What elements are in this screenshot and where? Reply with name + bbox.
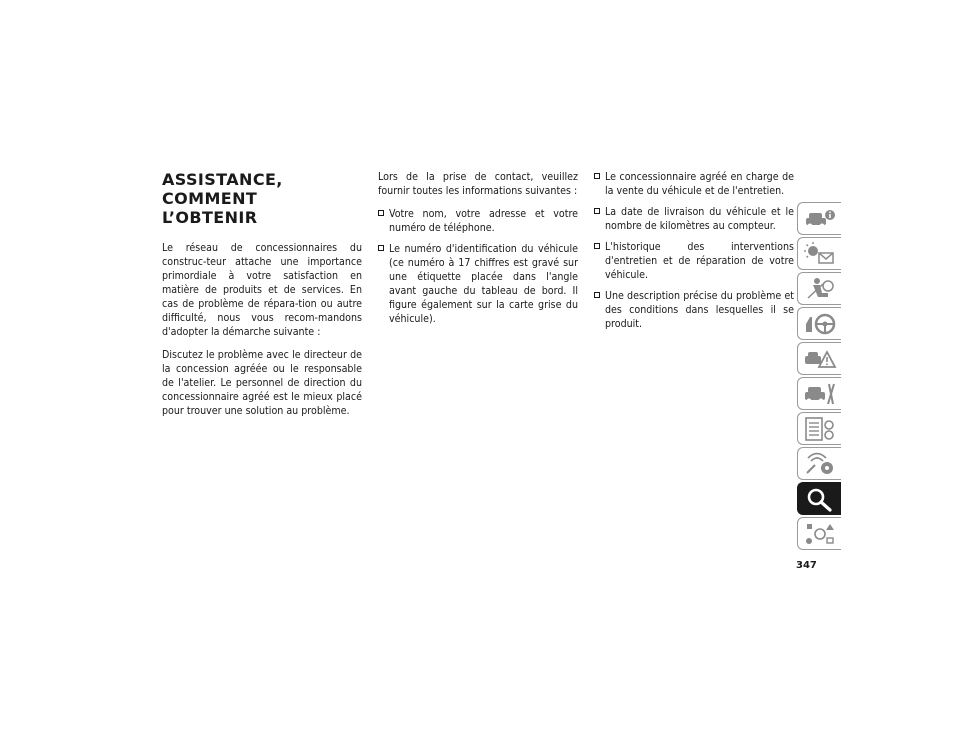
tab-in-case-of-emergency[interactable] bbox=[797, 342, 841, 375]
list-item bbox=[378, 207, 578, 235]
warning-triangle-car-icon bbox=[803, 346, 837, 372]
checkbox-bullet-icon bbox=[378, 245, 384, 251]
middle-column bbox=[378, 170, 578, 333]
list-item bbox=[594, 205, 794, 233]
information-list bbox=[378, 207, 578, 326]
tab-starting-operating[interactable] bbox=[797, 307, 841, 340]
list-item-text: La date de livraison du véhicule et le nombre de kilomètres au compteur. bbox=[605, 206, 794, 232]
list-item bbox=[378, 242, 578, 326]
steering-wheel-icon bbox=[803, 311, 837, 337]
checkbox-bullet-icon bbox=[594, 292, 600, 298]
list-item-text: L'historique des interventions d'entretien et de réparation de votre véhicule. bbox=[605, 241, 794, 281]
tab-customer-assistance[interactable] bbox=[797, 482, 841, 515]
tab-multimedia[interactable] bbox=[797, 447, 841, 480]
list-item-text: Une description précise du problème et des conditions dans lesquelles il se produit. bbox=[605, 290, 794, 330]
tab-technical-specifications[interactable] bbox=[797, 412, 841, 445]
specifications-list-icon bbox=[803, 416, 837, 442]
list-item-text: Votre nom, votre adresse et votre numéro de téléphone. bbox=[389, 208, 578, 234]
list-item bbox=[594, 289, 794, 331]
list-item bbox=[594, 240, 794, 282]
chapter-tabs bbox=[797, 202, 841, 552]
tab-index[interactable] bbox=[797, 517, 841, 550]
checkbox-bullet-icon bbox=[594, 243, 600, 249]
right-column bbox=[594, 170, 794, 338]
tab-instrument-panel[interactable] bbox=[797, 237, 841, 270]
checkbox-bullet-icon bbox=[594, 208, 600, 214]
checkbox-bullet-icon bbox=[594, 173, 600, 179]
section-title bbox=[162, 170, 362, 227]
index-symbols-icon bbox=[803, 521, 837, 547]
section-title-line-2: L’OBTENIR bbox=[162, 208, 258, 227]
checkbox-bullet-icon bbox=[378, 210, 384, 216]
list-item-text: Le numéro d'identification du véhicule (ce numéro à 17 chiffres est gravé sur une étiquette placée dans l'angle avant gauche du tableau de bord. Il figure également sur la carte grise du véhicule). bbox=[389, 243, 578, 325]
page-number: 347 bbox=[796, 560, 817, 571]
car-info-icon bbox=[803, 206, 837, 232]
intro-paragraph: Le réseau de concessionnaires du construc-teur attache une importance primordiale à votre satisfaction en matière de produits et de services. En cas de problème de répara-tion ou autre difficulté, nous vous recom-mandons d'adopter la démarche suivante : bbox=[162, 242, 362, 338]
information-list-continued bbox=[594, 170, 794, 331]
information-intro: Lors de la prise de contact, veuillez fournir toutes les informations suivantes : bbox=[378, 171, 578, 197]
magnifier-icon bbox=[803, 486, 837, 512]
multimedia-icon bbox=[803, 451, 837, 477]
lights-messages-icon bbox=[803, 241, 837, 267]
car-wrench-icon bbox=[803, 381, 837, 407]
airbag-seat-icon bbox=[803, 276, 837, 302]
list-item bbox=[594, 170, 794, 198]
contact-dealer-paragraph: Discutez le problème avec le directeur de la concession agréée ou le responsable de l'atelier. Le personnel de direction du concessionnaire agréé est le mieux placé pour trouver une solution au problème. bbox=[162, 349, 362, 417]
section-title-line-1: ASSISTANCE, COMMENT bbox=[162, 170, 283, 208]
tab-getting-to-know-vehicle[interactable] bbox=[797, 202, 841, 235]
left-column bbox=[162, 170, 362, 427]
tab-servicing-maintenance[interactable] bbox=[797, 377, 841, 410]
tab-safety[interactable] bbox=[797, 272, 841, 305]
list-item-text: Le concessionnaire agréé en charge de la vente du véhicule et de l'entretien. bbox=[605, 171, 794, 197]
